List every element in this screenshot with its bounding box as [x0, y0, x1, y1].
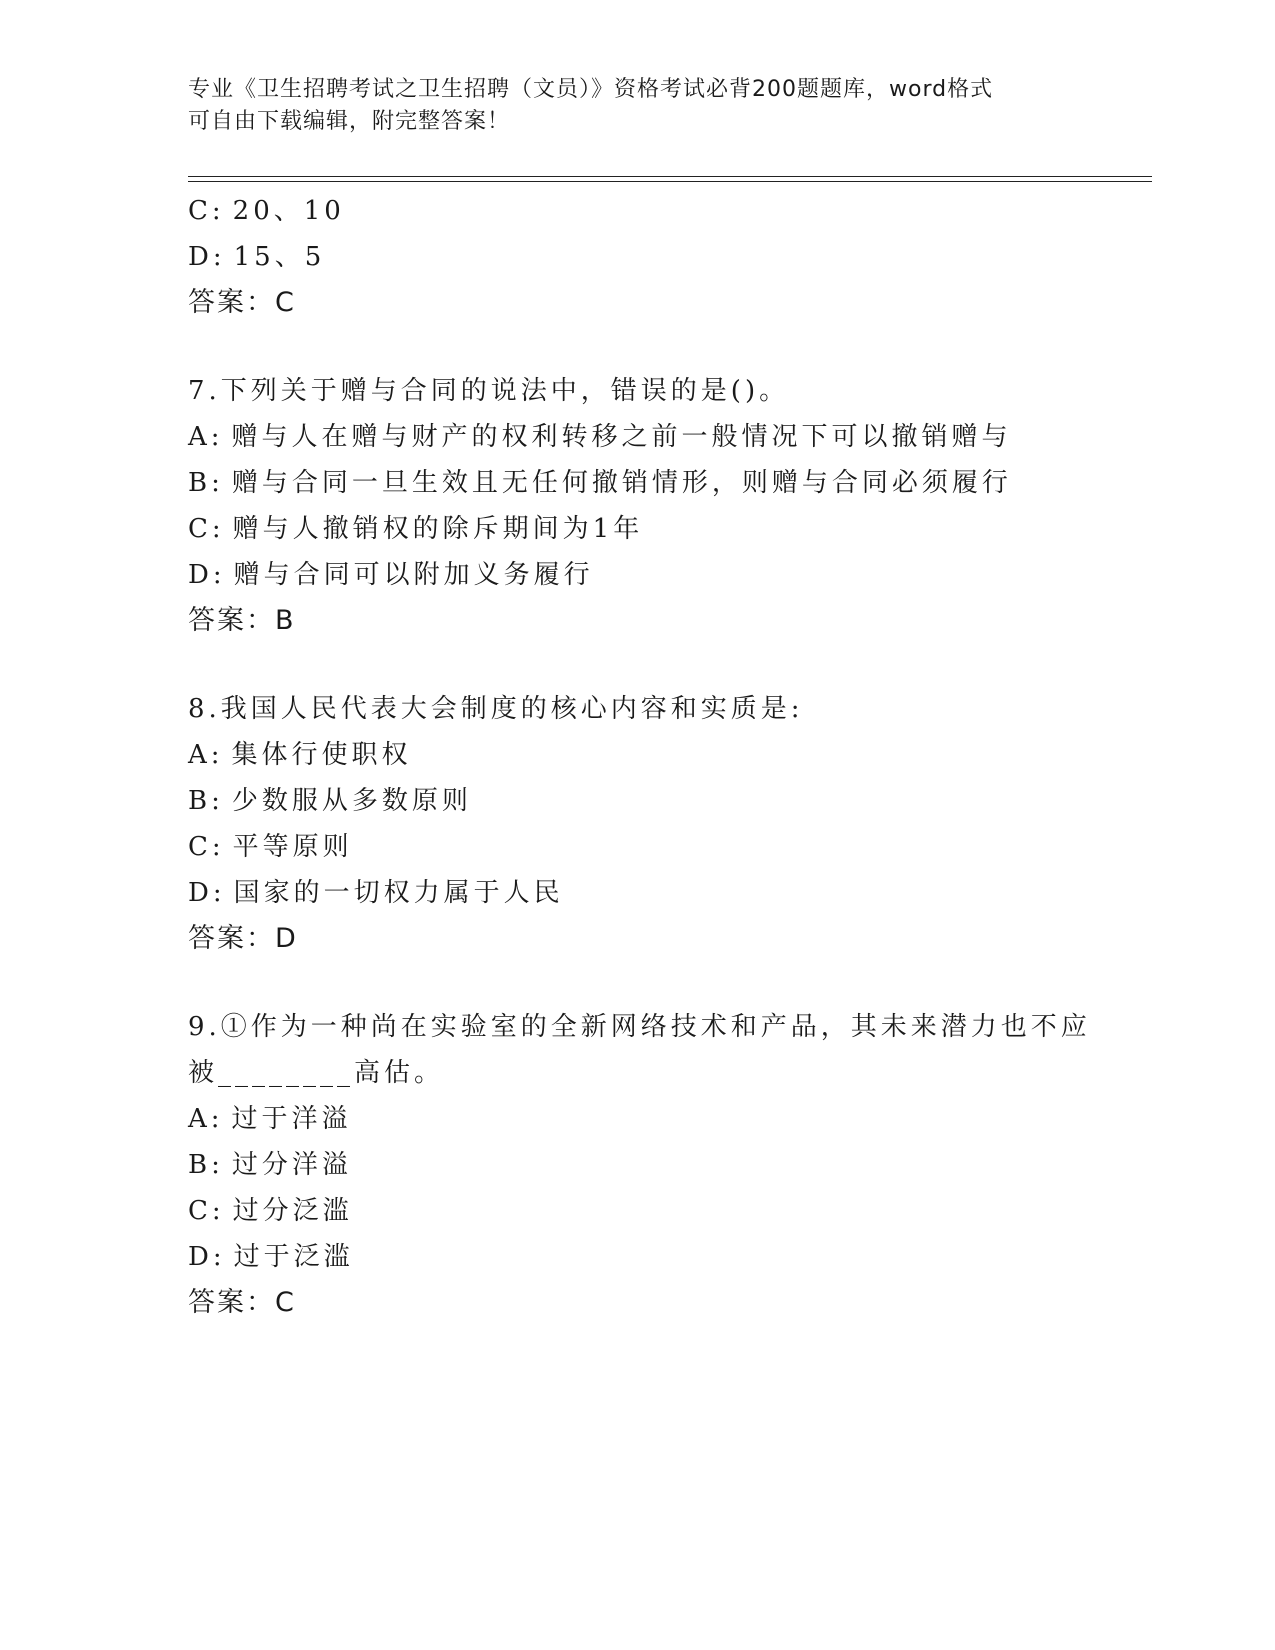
option-d: D: 赠与合同可以附加义务履行 [188, 560, 594, 590]
page-header [188, 74, 1068, 138]
option-d: D: 过于泛滥 [188, 1242, 354, 1272]
header-divider-top [188, 176, 1152, 177]
option-c: C: 平等原则 [188, 832, 353, 862]
option-c: C: 过分泛滥 [188, 1196, 353, 1226]
option-d: D: 国家的一切权力属于人民 [188, 878, 564, 908]
question-9 [188, 1004, 1091, 1326]
question-8 [188, 686, 1088, 962]
answer-line: 答案：D [188, 923, 298, 954]
question-stem: 7.下列关于赠与合同的说法中，错误的是()。 [188, 376, 790, 406]
header-divider-bottom [188, 181, 1152, 182]
option-a: A: 赠与人在赠与财产的权利转移之前一般情况下可以撤销赠与 [188, 422, 1012, 452]
question-stem: 9.①作为一种尚在实验室的全新网络技术和产品，其未来潜力也不应 [188, 1012, 1091, 1042]
header-title-line-1: 专业《卫生招聘考试之卫生招聘（文员）》资格考试必背200题题库，word格式 [188, 77, 994, 102]
option-b: B: 少数服从多数原则 [188, 786, 472, 816]
question-list [188, 188, 1091, 1326]
option-c: C: 赠与人撤销权的除斥期间为1年 [188, 514, 644, 544]
question-7 [188, 368, 1088, 644]
option-a: A: 集体行使职权 [188, 740, 412, 770]
option-b: B: 赠与合同一旦生效且无任何撤销情形，则赠与合同必须履行 [188, 468, 1012, 498]
option-c: C: 20、10 [188, 196, 345, 226]
option-d: D: 15、5 [188, 242, 326, 272]
answer-line: 答案：C [188, 287, 296, 318]
question-stem-continued: 被________高估。 [188, 1058, 445, 1088]
answer-line: 答案：C [188, 1287, 296, 1318]
question-stem: 8.我国人民代表大会制度的核心内容和实质是: [188, 694, 804, 724]
answer-line: 答案：B [188, 605, 296, 636]
option-b: B: 过分洋溢 [188, 1150, 352, 1180]
carryover-block [188, 188, 1088, 326]
header-title-line-2: 可自由下载编辑，附完整答案！ [188, 109, 511, 134]
option-a: A: 过于洋溢 [188, 1104, 352, 1134]
